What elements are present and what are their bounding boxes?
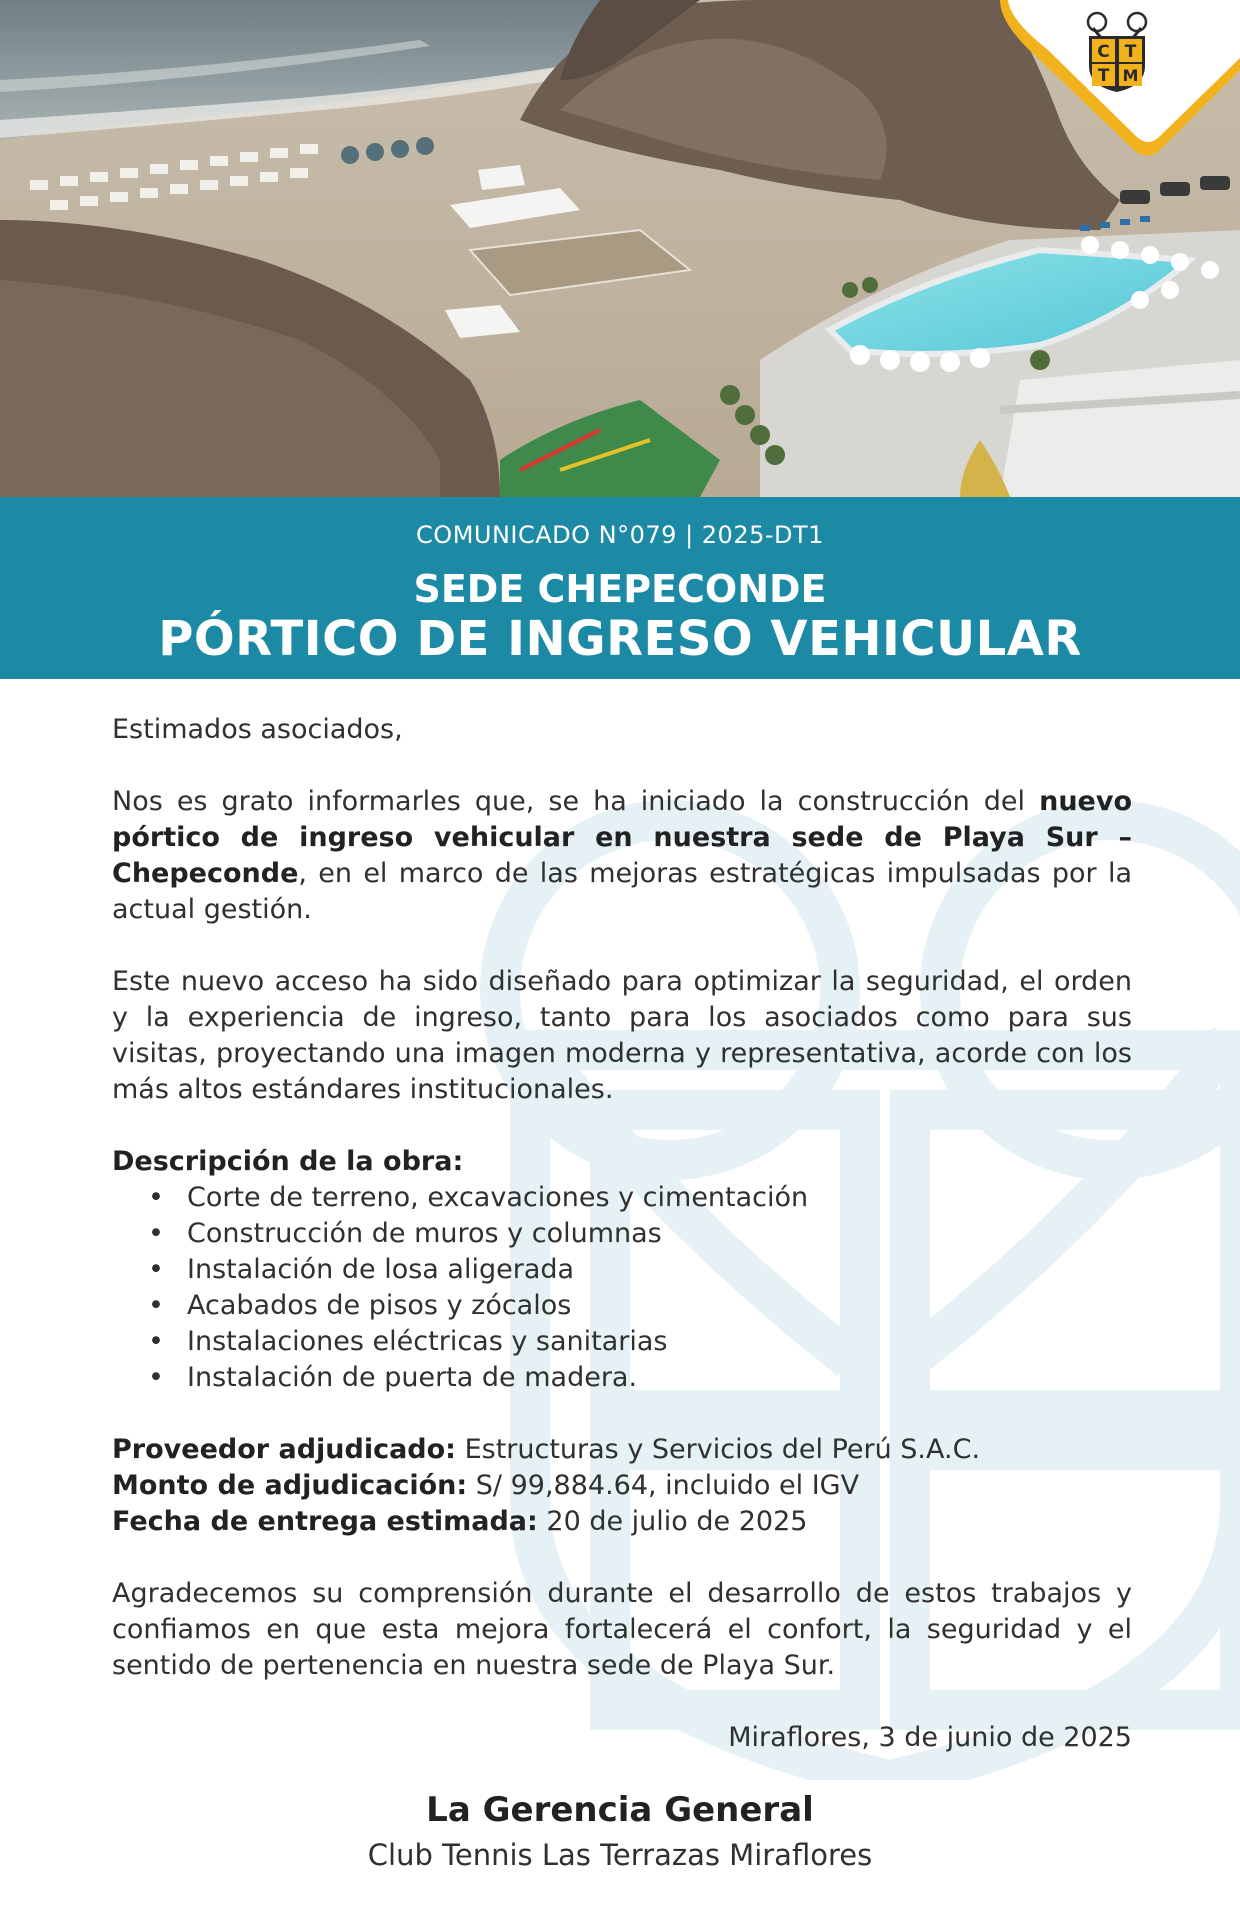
amount-line	[112, 1468, 1132, 1504]
provider-value: Estructuras y Servicios del Perú S.A.C.	[455, 1434, 981, 1465]
greeting: Estimados asociados,	[112, 714, 403, 745]
provider-line	[112, 1432, 1132, 1468]
paragraph-intro	[112, 784, 1132, 928]
list-item: • Instalaciones eléctricas y sanitarias	[112, 1324, 1132, 1360]
paragraph-closing: Agradecemos su comprensión durante el desarrollo de estos trabajos y confiamos en que esta mejora fortalecerá el confort, la seguridad y el sentido de pertenencia en nuestra sede de Playa Sur.	[112, 1578, 1132, 1681]
works-list	[112, 1180, 1132, 1396]
list-item: • Instalación de losa aligerada	[112, 1252, 1132, 1288]
list-item: • Acabados de pisos y zócalos	[112, 1288, 1132, 1324]
works-title	[112, 1144, 1132, 1180]
list-item: • Corte de terreno, excavaciones y cimentación	[112, 1180, 1132, 1216]
logo-letter: T	[1097, 66, 1110, 86]
works-title-text: Descripción de la obra:	[112, 1146, 464, 1177]
amount-value: S/ 99,884.64, incluido el IGV	[467, 1470, 860, 1501]
signature-organization: Club Tennis Las Terrazas Miraflores	[367, 1838, 873, 1872]
list-item: • Instalación de puerta de madera.	[112, 1360, 1132, 1396]
title-band	[0, 497, 1240, 679]
title-line-1: SEDE CHEPECONDE	[413, 567, 827, 611]
intro-text-end: , en el marco de las mejoras estratégicas impulsadas por la actual gestión.	[112, 858, 1132, 925]
intro-highlight: nuevo pórtico de ingreso vehicular en nuestra sede de Playa Sur – Chepeconde	[112, 786, 1132, 889]
list-item: • Construcción de muros y columnas	[112, 1216, 1132, 1252]
amount-label: Monto de adjudicación:	[112, 1470, 468, 1501]
communique-number: COMUNICADO N°079 | 2025-DT1	[416, 521, 824, 549]
intro-text: Nos es grato informarles que, se ha iniciado la construcción del	[112, 786, 1040, 817]
communique-body	[112, 712, 1132, 1756]
signature-title: La Gerencia General	[426, 1790, 814, 1830]
logo-letter: M	[1122, 66, 1139, 85]
place-date: Miraflores, 3 de junio de 2025	[728, 1722, 1132, 1753]
delivery-label: Fecha de entrega estimada:	[112, 1506, 538, 1537]
delivery-line	[112, 1504, 1132, 1540]
club-logo-badge	[1000, 0, 1240, 160]
paragraph-purpose: Este nuevo acceso ha sido diseñado para optimizar la seguridad, el orden y la experiencia de ingreso, tanto para los asociados como para sus visitas, proyectando una imagen moderna y representativa, acorde con los más altos estándares institucionales.	[112, 966, 1132, 1105]
logo-letter: T	[1124, 42, 1137, 62]
logo-letter: C	[1097, 42, 1110, 62]
provider-label: Proveedor adjudicado:	[112, 1434, 456, 1465]
delivery-value: 20 de julio de 2025	[537, 1506, 808, 1537]
title-line-2: PÓRTICO DE INGRESO VEHICULAR	[158, 611, 1082, 667]
